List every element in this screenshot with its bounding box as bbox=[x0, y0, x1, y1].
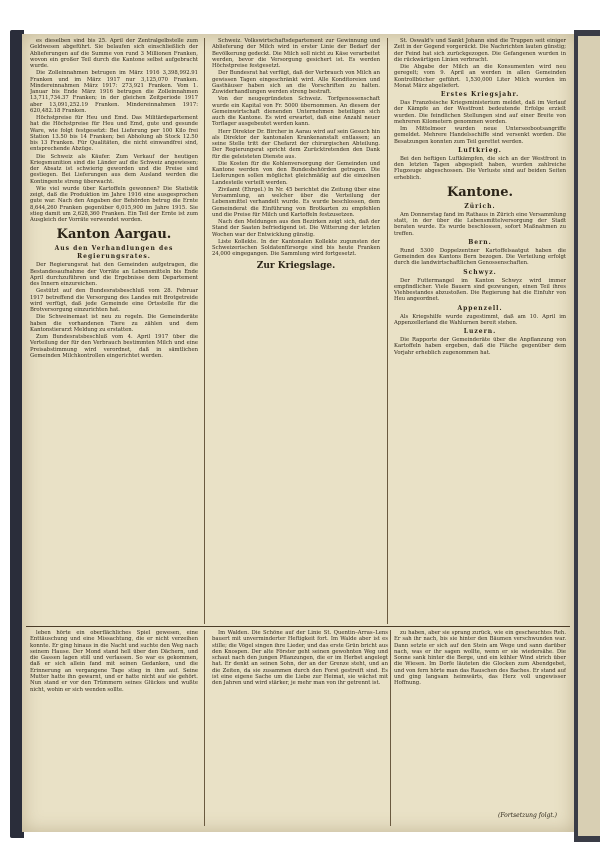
feuilleton-column-1 bbox=[30, 630, 198, 826]
column-2 bbox=[212, 38, 380, 600]
column-1 bbox=[30, 38, 198, 624]
article-paragraph: Höchstpreise für Heu und Emd. Das Militärdepartement hat die Höchstpreise für Heu und Emd, gute und gesunde Ware, wie folgt festgesetzt: Bei Lieferung per 100 Kilo frei Station 13.50 bis 14 Franken; bei Abholung ab Stock 12.50 bis 13 Franken. Für Qualitäten, die nicht einwandfrei sind, entsprechende Abzüge. bbox=[30, 115, 198, 153]
article-paragraph: Das Französische Kriegsministerium meldet, daß im Verlauf der Kämpfe an der Westfront bedeutende Erfolge erzielt wurden. Die feindlichen Stellungen sind auf einer Breite von mehreren Kilometern genommen worden. bbox=[394, 100, 566, 125]
next-page-edge bbox=[578, 36, 600, 836]
feuilleton-column-3 bbox=[394, 630, 566, 826]
article-paragraph: Bei den heftigen Luftkämpfen, die sich an der Westfront in den letzten Tagen abgespielt haben, wurden zahlreiche Flugzeuge abgeschossen. Die Verluste sind auf beiden Seiten erheblich. bbox=[394, 155, 566, 181]
feuilleton-paragraph: leben hörte ein oberflächliches Spiel gewesen, eine Enttäuschung und eine Missachtung, die er nicht verzeihen konnte. Er ging hinaus in die Nacht und suchte den Weg nach seinem Hause. Der Mond stand hell über den Dächern, und die Gassen lagen still und verlassen. So war es gekommen, daß er sich allein fand mit seinen Gedanken, und die Erinnerung an vergangene Tage stieg in ihm auf. Seine Mutter hatte ihn gewarnt, und er hatte nicht auf sie gehört. Nun stand er vor den Trümmern seines Glückes und wußte nicht, wohin er sich wenden sollte. bbox=[30, 630, 198, 693]
section-subheading: Zürich. bbox=[464, 202, 496, 210]
column-rule bbox=[390, 630, 391, 826]
article-paragraph: Rund 5300 Doppelzentner Kartoffelsaatgut haben die Gemeinden des Kantons Bern bezogen. Die Verteilung erfolgt durch die landwirtschaftlichen Genossenschaften. bbox=[394, 247, 566, 267]
article-paragraph: Die Rapporte der Gemeinderäte über die Anpflanzung von Kartoffeln haben ergeben, daß die Fläche gegenüber dem Vorjahr erheblich zugenommen hat. bbox=[394, 337, 566, 356]
article-paragraph: Schweiz. Volkswirtschaftsdepartement zur Gewinnung und Ablieferung der Milch wird in erster Linie der Bedarf der Bevölkerung gedeckt. Die Milch soll nicht zu Käse verarbeitet werden, bevor die Versorgung gesichert ist. Es werden Höchstpreise festgesetzt. bbox=[212, 38, 380, 69]
column-3 bbox=[394, 38, 566, 624]
section-heading-kriegslage: Zur Kriegslage. bbox=[256, 260, 336, 271]
article-paragraph: Von der neugegründeten Schweiz. Torfgenossenschaft wurde ein Kapital von Fr. 5000 übernommen. An diesem der Gemeinwirtschaft dienenden Unternehmen beteiligen sich auch die Kantone. Es wird erwartet, daß eine Anzahl neuer Torflager ausgebeutet werden kann. bbox=[212, 96, 380, 128]
article-paragraph: Der Bundesrat hat verfügt, daß der Verbrauch von Milch an gewissen Tagen eingeschränkt wird. Alle Konditoreien und Gasthäuser haben sich an die Vorschriften zu halten. Zuwiderhandlungen werden streng bestraft. bbox=[212, 70, 380, 95]
article-paragraph: Zum Bundesratsbeschluß vom 4. April 1917 über die Verteilung der für den Verbrauch bestimmten Milch und eine Preisabstimmung wird verordnet, daß in sämtlichen Gemeinden Milchkontrollen eingerichtet werden. bbox=[30, 334, 198, 359]
column-rule bbox=[204, 38, 205, 624]
section-subheading: Bern. bbox=[468, 238, 492, 246]
article-paragraph: Liste Kollekte. In der Kantonalen Kollekte zugunsten der Schweizerischen Soldatenfürsorge sind bis heute Franken 24,000 eingegangen. Die Sammlung wird fortgesetzt. bbox=[212, 238, 380, 258]
article-paragraph: Zivilamt (Ehrgel.) In Nr. 45 berichtet die Zeitung über eine Versammlung, an welcher über die Verteilung der Lebensmittel verhandelt wurde. Es wurde beschlossen, dem Gemeinderat die Einführung von Brotkarten zu empfehlen und die Preise für Milch und Kartoffeln festzusetzen. bbox=[212, 186, 380, 218]
article-paragraph: Herr Direktor Dr. Bircher in Aarau wird auf sein Gesuch hin als Direktor der kantonalen Krankenanstalt entlassen; an seine Stelle tritt der Chefarzt der chirurgischen Abteilung. Der Regierungsrat spricht dem Zurücktretenden den Dank für die geleisteten Dienste aus. bbox=[212, 128, 380, 160]
article-paragraph: Der Regierungsrat hat den Gemeinden aufgetragen, die Bestandesaufnahme der Vorräte an Lebensmitteln bis Ende April durchzuführen und die Ergebnisse dem Departement des Innern einzureichen. bbox=[30, 262, 198, 287]
article-paragraph: St. Oswald's und Sankt Johann sind die Truppen seit einiger Zeit in der Gegend vorgerückt. Die Nachrichten lauten günstig; der Feind hat sich zurückgezogen. Die Gefangenen wurden in die rückwärtigen Linien verbracht. bbox=[394, 38, 566, 63]
feuilleton-paragraph: zu haben, aber sie sprang zurück, wie ein gescheuchtes Reh. Er sah ihr nach, bis sie hinter den Bäumen verschwunden war. Dann setzte er sich auf den Stein am Wege und sann darüber nach, was er ihr sagen wollte, wenn er sie wiedersähe. Die Sonne sank hinter die Berge, und ein kühler Wind strich über die Wiesen. Im Dorfe läuteten die Glocken zum Abendgebet, und von fern hörte man das Rauschen des Baches. Er stand auf und ging langsam heimwärts, das Herz voll ungewisser Hoffnung. bbox=[394, 630, 566, 687]
article-paragraph: Wie viel wurde über Kartoffeln gewonnen? Die Statistik zeigt, daß die Produktion im Jahre 1916 eine ausgesprochen gute war. Nach den Angaben der Behörden betrug die Ernte 8,644,260 Franken gegenüber 6,015,900 im Jahre 1915. Sie stieg damit um 2,628,360 Franken. Ein Teil der Ernte ist zum Ausgleich der Vorräte verwendet worden. bbox=[30, 185, 198, 223]
article-paragraph: Die Zolleinnahmen betrugen im März 1916 3,398,992.91 Franken und im März 1917 nur 3,125,070 Franken. Mindereinnahmen März 1917: 273,921 Franken. Vom 1. Januar bis Ende März 1916 betrugen die Zolleinnahmen 13,711,734.37 Franken; in der gleichen Zeitperiode 1917 aber 13,091,252.19 Franken. Mindereinnahmen 1917: 620,482.18 Franken. bbox=[30, 70, 198, 114]
article-paragraph: Gestützt auf den Bundesratsbeschluß vom 28. Februar 1917 betreffend die Versorgung des Landes mit Brotgetreide wird verfügt, daß jede Gemeinde eine Ortsstelle für die Brotversorgung einzurichten hat. bbox=[30, 288, 198, 313]
section-heading-aargau: Kanton Aargau. bbox=[56, 227, 172, 243]
article-paragraph: Im Mittelmeer wurden neue Unterseebootsangriffe gemeldet. Mehrere Handelsschiffe sind versenkt worden. Die Besatzungen konnten zum Teil gerettet werden. bbox=[394, 126, 566, 145]
section-subheading: Appenzell. bbox=[457, 304, 503, 312]
continuation-note: (Fortsetzung folgt.) bbox=[498, 812, 557, 819]
section-subheading: Schwyz. bbox=[463, 268, 497, 276]
section-subheading: Luftkrieg. bbox=[458, 146, 502, 154]
article-paragraph: Die Kosten für die Kohlenversorgung der Gemeinden und Kantone werden von den Bundesbehörden getragen. Die Lieferungen sollen möglichst gleichmäßig auf die einzelnen Landesteile verteilt werden. bbox=[212, 160, 380, 186]
article-paragraph: Die Schweinemast ist neu zu regeln. Die Gemeinderäte haben die vorhandenen Tiere zu zählen und dem Kantonstierarzt Meldung zu erstatten. bbox=[30, 314, 198, 333]
newspaper-page bbox=[22, 34, 574, 832]
article-paragraph: Am Donnerstag fand im Rathaus in Zürich eine Versammlung statt, in der über die Lebensmittelversorgung der Stadt beraten wurde. Es wurde beschlossen, sofort Maßnahmen zu treffen. bbox=[394, 211, 566, 237]
article-paragraph: Als Kriegshilfe wurde zugestimmt, daß am 10. April im Appenzellerland die Wahlurnen bereit stehen. bbox=[394, 313, 566, 326]
article-paragraph: Die Abgabe der Milch an die Konsumenten wird neu geregelt; vom 9. April an werden in allen Gemeinden Kontrollbücher geführt. 1,530,000 Liter Milch wurden im Monat März abgeliefert. bbox=[394, 64, 566, 89]
article-paragraph: Nach den Meldungen aus den Bezirken zeigt sich, daß der Stand der Saaten befriedigend ist. Die Witterung der letzten Wochen war der Entwicklung günstig. bbox=[212, 219, 380, 238]
section-heading-kantone: Kantone. bbox=[446, 184, 514, 200]
article-paragraph: Der Futtermangel im Kanton Schwyz wird immer empfindlicher. Viele Bauern sind gezwungen, einen Teil ihres Viehbestandes abzustoßen. Die Regierung hat die Einfuhr von Heu angeordnet. bbox=[394, 277, 566, 303]
column-rule bbox=[204, 630, 205, 826]
article-paragraph: Die Schweiz als Käufer. Zum Verkauf der heutigen Kriegsmunition sind die Länder auf die Schweiz angewiesen; der Absatz ist schwierig geworden und die Preise sind gestiegen. Bei Lieferungen aus dem Ausland werden die Kontingente streng überwacht. bbox=[30, 153, 198, 185]
feuilleton-paragraph: Im Walden. Die Schöne auf der Linie St. Quentin–Arras–Lens bauert mit unverminderter Heftigkeit fort. Im Walde aber ist es stille; die Vögel singen ihre Lieder, und das erste Grün bricht aus den Knospen. Der alte Förster geht seinen gewohnten Weg und schaut nach den jungen Pflanzungen, die er im Herbst angelegt hat. Er denkt an seinen Sohn, der an der Grenze steht, und an die Zeiten, da sie zusammen durch den Forst gestreift sind. Es ist eine eigene Sache um die Liebe zur Heimat, sie wächst mit den Jahren und wird stärker, je mehr man von ihr getrennt ist. bbox=[212, 630, 388, 687]
feuilleton-rule bbox=[26, 626, 570, 627]
article-paragraph: es dieselben sind bis 25. April der Zentralgelbstelle zum Geldwesen abgeführt. Sie belaufen sich einschließlich der Ablieferungen auf die Summe von rund 3 Millionen Franken, wovon ein großer Teil durch die Kantone selbst aufgebracht wurde. bbox=[30, 38, 198, 69]
section-subheading: Erstes Kriegsjahr. bbox=[440, 91, 520, 98]
section-subheading: Luzern. bbox=[463, 328, 497, 335]
column-rule bbox=[387, 38, 388, 624]
feuilleton-column-2 bbox=[212, 630, 388, 826]
section-subheading: Aus den Verhandlungen des Regierungsrates. bbox=[54, 245, 174, 261]
